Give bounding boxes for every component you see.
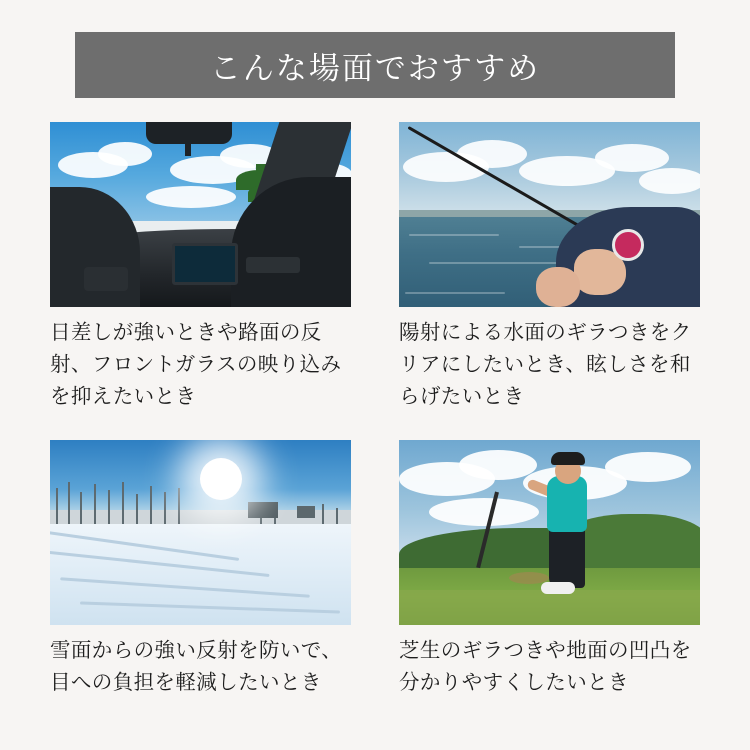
scene-card-golf: [399, 440, 700, 699]
snow-field-photo: [50, 440, 351, 625]
snow-hut: [297, 506, 315, 518]
navigation-screen: [172, 243, 238, 285]
instrument-cluster: [84, 267, 128, 291]
rough-grass: [399, 590, 700, 625]
wave-line: [405, 292, 505, 294]
golfer-torso: [547, 476, 587, 532]
wave-line: [409, 234, 499, 236]
sun-glare: [200, 458, 242, 500]
golfer-cap: [551, 452, 585, 465]
mirror-stem: [185, 142, 191, 156]
scene-caption: 雪面からの強い反射を防いで、目への負担を軽減したいとき: [50, 639, 343, 695]
scene-caption: 陽射による水面のギラつきをクリアにしたいとき、眩しさを和らげたいとき: [399, 321, 692, 408]
page-title: こんな場面でおすすめ: [209, 50, 541, 86]
scene-card-fishing: [399, 122, 700, 412]
page-title-banner: [75, 32, 675, 98]
scene-caption: 芝生のギラつきや地面の凹凸を分かりやすくしたいとき: [399, 639, 692, 695]
snow-hut: [248, 502, 278, 518]
fishing-reel: [612, 229, 644, 261]
scene-row-2: [50, 440, 700, 699]
angler-hand: [536, 267, 580, 307]
cloud-shape: [146, 186, 236, 208]
car-windshield-photo: [50, 122, 351, 307]
cloud-shape: [595, 144, 669, 172]
air-vent: [246, 257, 300, 273]
scene-card-car: [50, 122, 351, 412]
scene-caption: 日差しが強いときや路面の反射、フロントガラスの映り込みを抑えたいとき: [50, 321, 342, 408]
rearview-mirror: [146, 122, 232, 144]
cloud-shape: [98, 142, 152, 166]
wave-line: [429, 262, 569, 264]
scene-row-1: [50, 122, 700, 412]
golfer-legs: [549, 526, 585, 588]
fishing-photo: [399, 122, 700, 307]
golfer-shoe: [541, 582, 575, 594]
golf-photo: [399, 440, 700, 625]
scene-card-snow: [50, 440, 351, 699]
cloud-shape: [639, 168, 700, 194]
scene-grid: [50, 122, 700, 699]
